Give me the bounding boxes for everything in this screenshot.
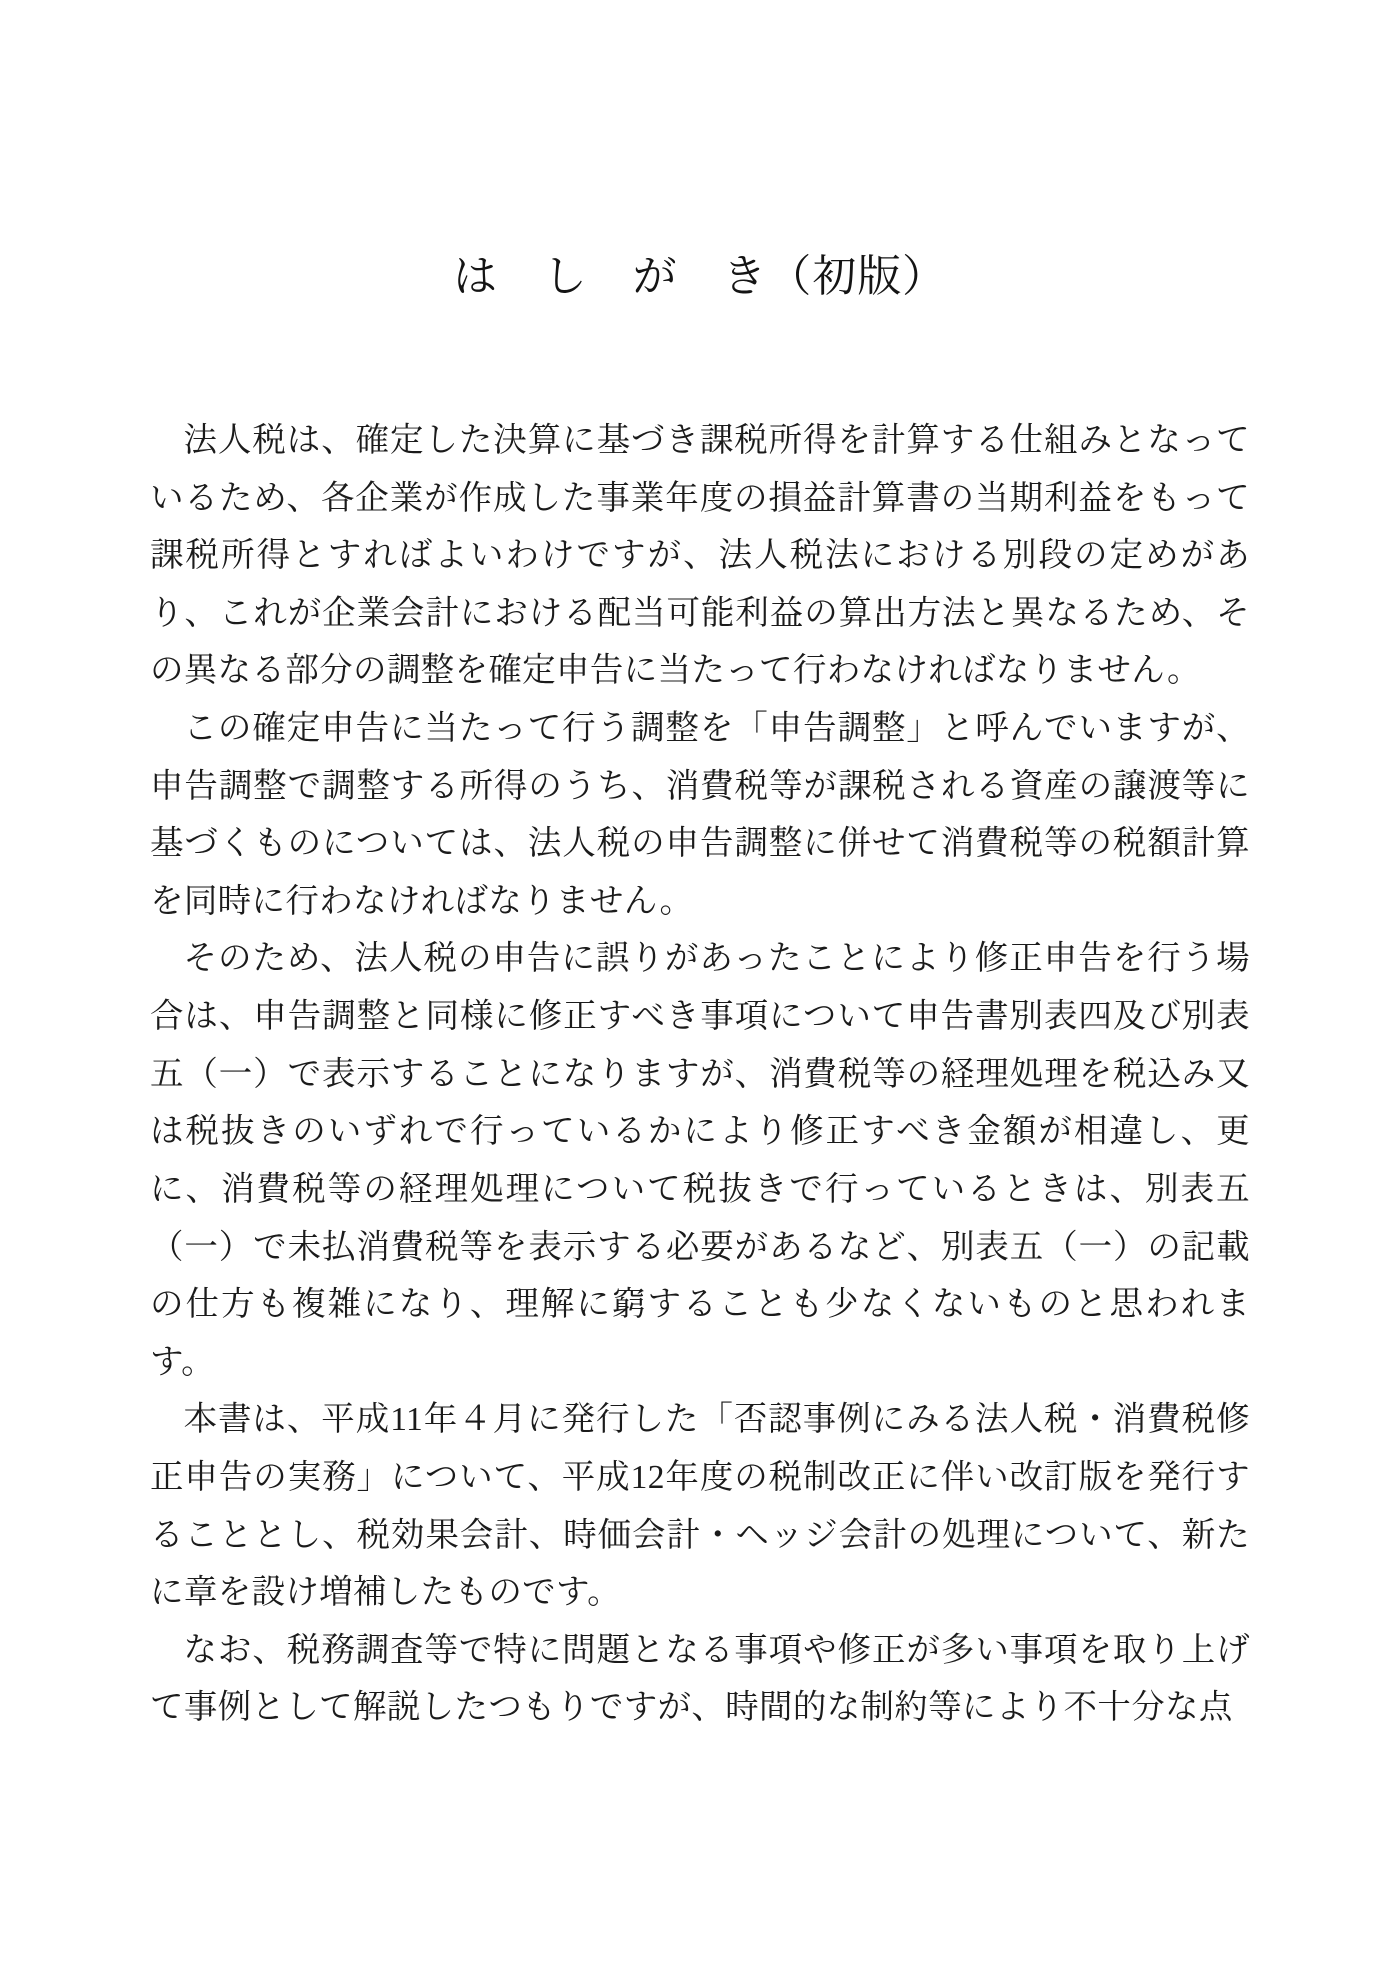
paragraph: 法人税は、確定した決算に基づき課税所得を計算する仕組みとなっているため、各企業が作成した事業年度の損益計算書の当期利益をもって課税所得とすればよいわけですが、法人税法における別段の定めがあり、これが企業会計における配当可能利益の算出方法と異なるため、その異なる部分の調整を確定申告に当たって行わなければなりません。 (150, 422, 1250, 690)
page-content-area (150, 0, 1250, 1988)
page-title: は し が き（初版） (453, 252, 947, 301)
paragraph: なお、税務調査等で特に問題となる事項や修正が多い事項を取り上げて事例として解説したつもりですが、時間的な制約等により不十分な点 (150, 1631, 1250, 1727)
paragraph: そのため、法人税の申告に誤りがあったことにより修正申告を行う場合は、申告調整と同様に修正すべき事項について申告書別表四及び別表五（一）で表示することになりますが、消費税等の経理処理を税込み又は税抜きのいずれで行っているかにより修正すべき金額が相違し、更に、消費税等の経理処理について税抜きで行っているときは、別表五（一）で未払消費税等を表示する必要があるなど、別表五（一）の記載の仕方も複雑になり、理解に窮することも少なくないものと思われます。 (150, 940, 1250, 1381)
body-text-block (150, 412, 1250, 1737)
paragraph: この確定申告に当たって行う調整を「申告調整」と呼んでいますが、申告調整で調整する所得のうち、消費税等が課税される資産の譲渡等に基づくものについては、法人税の申告調整に併せて消費税等の税額計算を同時に行わなければなりません。 (150, 710, 1250, 920)
paragraph: 本書は、平成11年４月に発行した「否認事例にみる法人税・消費税修正申告の実務」について、平成12年度の税制改正に伴い改訂版を発行することとし、税効果会計、時価会計・ヘッジ会計の処理について、新たに章を設け増補したものです。 (150, 1401, 1250, 1612)
